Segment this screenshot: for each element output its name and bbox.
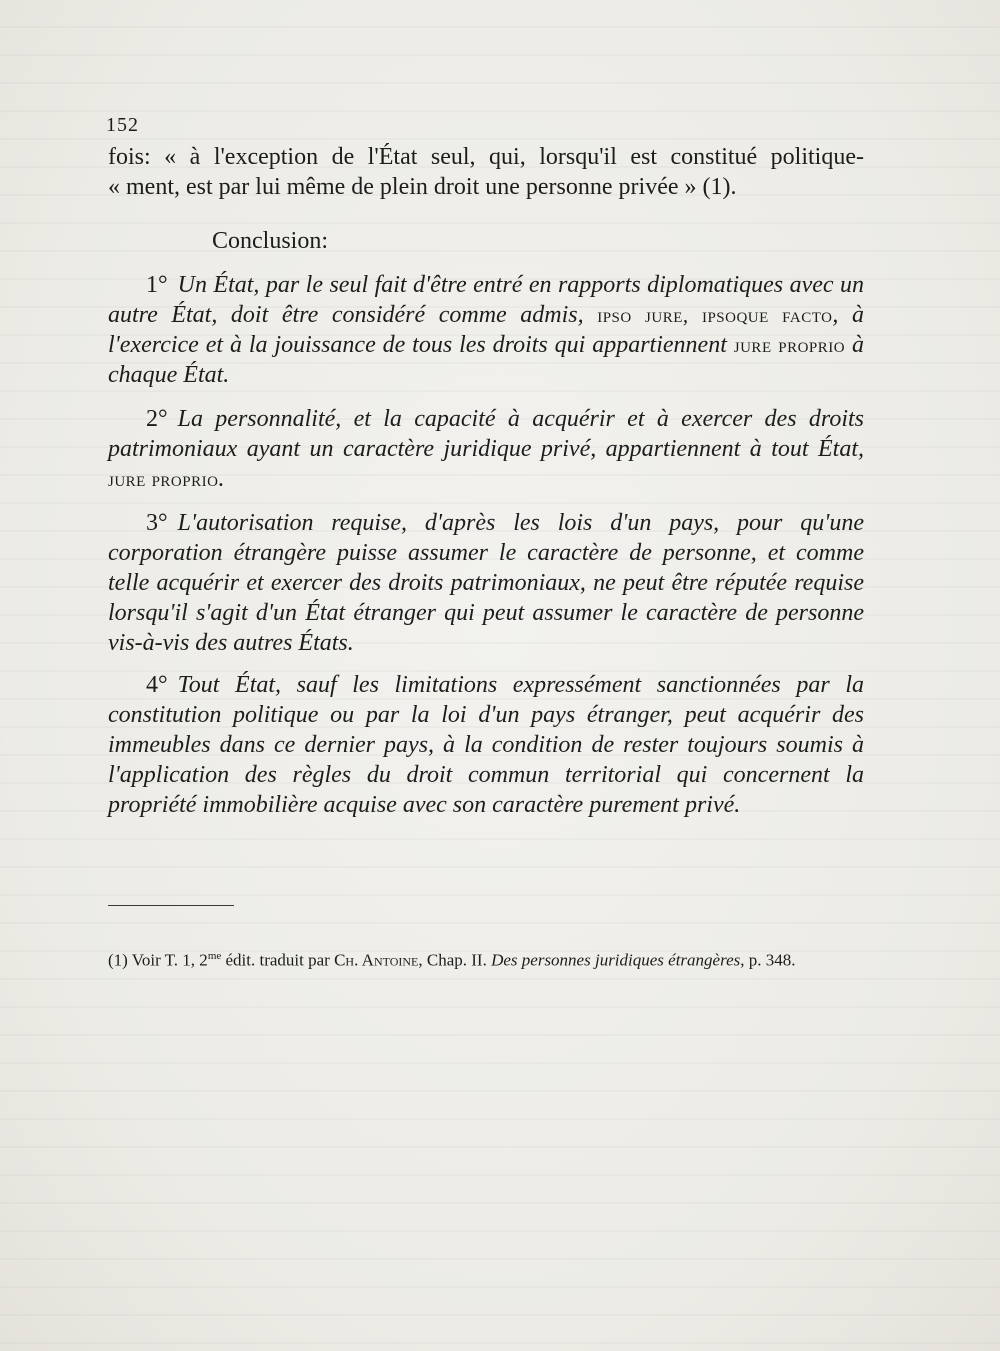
point-text: . <box>218 466 225 492</box>
footnote <box>108 944 880 973</box>
footnote-title: Des personnes juridiques étrangères <box>491 950 741 970</box>
footnote-author: Ch. Antoine <box>334 950 419 970</box>
point-text: L'autorisation requise, d'après les lois d'un pays, pour qu'une corporation étrangère puisse assumer le caractère de personne, et comme telle acquérir et exercer des droits patrimoniaux, ne peut être réputée requise lorsqu'il s'agit d'un État étranger qui peut assumer le caractère de personne vis-à-vis des autres États. <box>108 510 864 656</box>
conclusion-point-4 <box>108 670 864 820</box>
point-text: La personnalité, et la capacité à acquérir et à exercer des droits patrimoniaux ayant un caractère juridique privé, appartiennent à tout État, <box>108 406 864 462</box>
footnote-text: édit. traduit par <box>221 950 335 970</box>
point-number: 4° <box>146 672 168 698</box>
point-number: 1° <box>146 272 168 298</box>
point-number: 2° <box>146 406 168 432</box>
conclusion-point-2 <box>108 404 864 494</box>
footnote-text: , Chap. II. <box>418 950 492 970</box>
opening-line-2: « ment, est par lui même de plein droit une personne privée » (1). <box>108 174 737 200</box>
latin-phrase: ipso jure, ipsoque facto <box>597 303 833 327</box>
conclusion-point-3 <box>108 508 864 658</box>
footnote-superscript: me <box>207 950 222 962</box>
opening-quote <box>108 142 864 202</box>
footnote-text: , p. 348. <box>740 950 796 970</box>
latin-phrase: jure proprio <box>733 333 846 357</box>
latin-phrase: jure proprio <box>108 467 219 491</box>
point-text: Tout État, sauf les limitations expressément sanctionnées par la constitution politique ou par la loi d'un pays étranger, peut acquérir des immeubles dans ce dernier pays, à la condition de rester toujours soumis à l'application des règles du droit commun territorial qui concernent la propriété immobilière acquise avec son caractère purement privé. <box>108 672 864 818</box>
footnote-separator <box>108 905 234 906</box>
point-text: à chaque État. <box>108 332 865 388</box>
page-number: 152 <box>106 114 139 136</box>
opening-line-1: fois: « à l'exception de l'État seul, qui, lorsqu'il est constitué politique- <box>108 144 864 170</box>
footnote-text: (1) Voir T. 1, 2 <box>108 950 208 970</box>
point-text: , à l'exercice et à la jouissance de tous les droits qui appartiennent <box>108 302 865 358</box>
point-number: 3° <box>146 510 168 536</box>
conclusion-heading: Conclusion: <box>212 228 329 254</box>
point-text: Un État, par le seul fait d'être entré en rapports diplomatiques avec un autre État, doit être considéré comme admis, <box>108 272 864 328</box>
conclusion-point-1 <box>108 270 864 390</box>
